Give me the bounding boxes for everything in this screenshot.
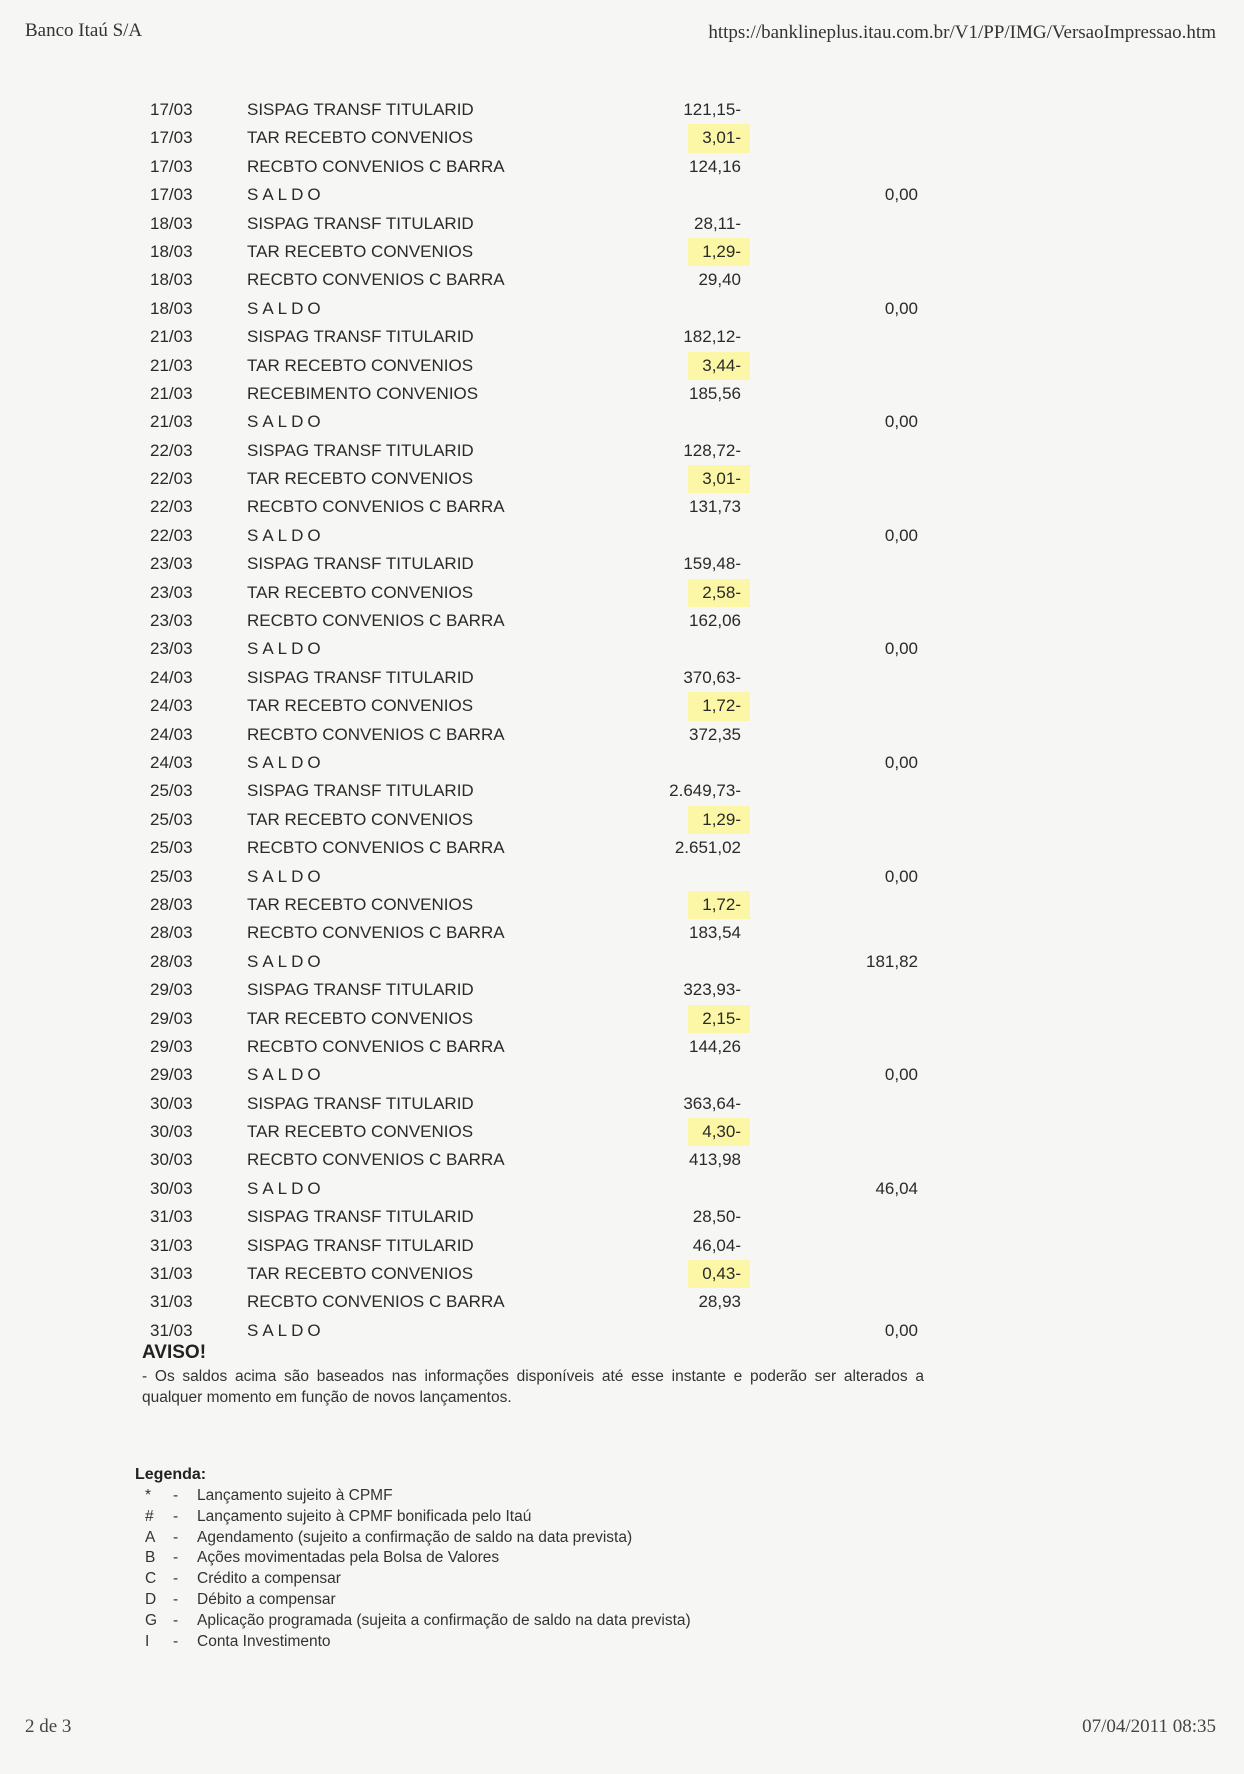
aviso-text: - Os saldos acima são baseados nas informações disponíveis até esse instante e poderão ser alterados a qualquer momento em função de novos lançamentos. (142, 1368, 924, 1406)
legend-item (135, 1528, 835, 1549)
page-number: 2 de 3 (25, 1716, 72, 1737)
legend-text: Conta Investimento (197, 1632, 331, 1650)
row-description: SISPAG TRANSF TITULARID (247, 100, 474, 119)
legend-separator: - (173, 1590, 179, 1608)
table-row (0, 181, 1244, 209)
legend-symbol: B (145, 1549, 156, 1567)
row-value: 413,98 (689, 1150, 741, 1170)
row-date: 23/03 (150, 554, 193, 574)
row-value: 144,26 (689, 1036, 741, 1056)
row-value: 2.649,73- (669, 781, 741, 801)
row-description: TAR RECEBTO CONVENIOS (247, 128, 474, 148)
row-value: 4,30- (688, 1118, 750, 1146)
legend-list (135, 1486, 835, 1652)
row-value: 46,04- (692, 1235, 741, 1255)
table-row (0, 1232, 1244, 1260)
row-description: SALDO (247, 185, 325, 205)
row-date: 18/03 (150, 270, 193, 290)
row-value: 0,43- (688, 1260, 750, 1288)
row-description: TAR RECEBTO CONVENIOS (247, 355, 474, 375)
row-balance: 0,00 (884, 412, 918, 432)
legend-symbol: A (145, 1528, 156, 1546)
row-date: 29/03 (150, 1065, 193, 1085)
row-balance: 0,00 (884, 752, 918, 772)
row-balance: 0,00 (884, 639, 918, 659)
legend-symbol: I (145, 1632, 150, 1650)
table-row (0, 692, 1244, 720)
row-value: 1,72- (688, 692, 750, 720)
table-row (0, 408, 1244, 436)
legend-text: Agendamento (sujeito a confirmação de saldo na data prevista) (197, 1528, 633, 1546)
row-description: SISPAG TRANSF TITULARID (247, 554, 474, 574)
legend-separator: - (173, 1528, 179, 1546)
table-row (0, 1061, 1244, 1089)
row-date: 24/03 (150, 667, 193, 687)
row-date: 25/03 (150, 781, 193, 801)
legend-item (135, 1569, 835, 1590)
row-description: TAR RECEBTO CONVENIOS (247, 1264, 474, 1284)
table-row (0, 948, 1244, 976)
row-description: RECBTO CONVENIOS C BARRA (247, 270, 505, 290)
row-value: 159,48- (683, 554, 741, 574)
row-value: 121,15- (683, 100, 741, 119)
aviso-title: AVISO! (142, 1342, 207, 1363)
row-balance: 0,00 (884, 1320, 918, 1340)
print-datetime: 07/04/2011 08:35 (1082, 1716, 1216, 1737)
row-value: 28,93 (698, 1292, 741, 1312)
row-date: 29/03 (150, 1008, 193, 1028)
row-value: 372,35 (689, 724, 741, 744)
table-row (0, 635, 1244, 663)
row-date: 30/03 (150, 1150, 193, 1170)
row-value: 162,06 (689, 611, 741, 631)
legend-separator: - (173, 1549, 179, 1567)
row-description: SISPAG TRANSF TITULARID (247, 1207, 474, 1227)
row-description: TAR RECEBTO CONVENIOS (247, 894, 474, 914)
table-row (0, 380, 1244, 408)
table-row (0, 721, 1244, 749)
legend-text: Crédito a compensar (197, 1570, 341, 1588)
row-date: 23/03 (150, 639, 193, 659)
row-value: 323,93- (683, 980, 741, 1000)
row-value: 3,01- (688, 124, 750, 152)
row-date: 17/03 (150, 100, 193, 119)
row-value: 370,63- (683, 667, 741, 687)
table-row (0, 1090, 1244, 1118)
table-row (0, 1005, 1244, 1033)
row-description: RECBTO CONVENIOS C BARRA (247, 1150, 505, 1170)
legend-symbol: G (145, 1611, 158, 1629)
row-date: 17/03 (150, 128, 193, 148)
legend-item (135, 1548, 835, 1569)
table-row (0, 891, 1244, 919)
row-description: RECEBIMENTO CONVENIOS (247, 383, 479, 403)
row-balance: 0,00 (884, 298, 918, 318)
row-description: SISPAG TRANSF TITULARID (247, 781, 474, 801)
row-date: 25/03 (150, 838, 193, 858)
legend-text: Lançamento sujeito à CPMF bonificada pelo Itaú (197, 1507, 532, 1525)
row-balance: 0,00 (884, 185, 918, 205)
table-row (0, 323, 1244, 351)
table-row (0, 777, 1244, 805)
row-balance: 46,04 (875, 1178, 918, 1198)
row-value: 128,72- (683, 440, 741, 460)
legend-text: Débito a compensar (197, 1590, 336, 1608)
row-value: 2.651,02 (674, 838, 741, 858)
row-description: TAR RECEBTO CONVENIOS (247, 809, 474, 829)
row-description: SISPAG TRANSF TITULARID (247, 1235, 474, 1255)
row-date: 18/03 (150, 241, 193, 261)
table-row (0, 1118, 1244, 1146)
row-date: 21/03 (150, 383, 193, 403)
table-row (0, 266, 1244, 294)
row-description: SISPAG TRANSF TITULARID (247, 327, 474, 347)
row-value: 28,50- (692, 1207, 741, 1227)
row-date: 30/03 (150, 1178, 193, 1198)
table-row (0, 352, 1244, 380)
row-date: 31/03 (150, 1264, 193, 1284)
statement-table (0, 96, 1244, 1345)
legend-separator: - (173, 1487, 179, 1504)
row-date: 24/03 (150, 724, 193, 744)
row-date: 24/03 (150, 696, 193, 716)
row-description: SALDO (247, 639, 325, 659)
table-row (0, 664, 1244, 692)
row-description: RECBTO CONVENIOS C BARRA (247, 923, 505, 943)
table-row (0, 976, 1244, 1004)
row-date: 23/03 (150, 611, 193, 631)
row-value: 183,54 (689, 923, 741, 943)
legend-item (135, 1507, 835, 1528)
table-row (0, 550, 1244, 578)
table-row (0, 863, 1244, 891)
row-date: 18/03 (150, 213, 193, 233)
row-date: 29/03 (150, 980, 193, 1000)
row-value: 3,44- (688, 352, 750, 380)
row-description: SALDO (247, 298, 325, 318)
row-date: 31/03 (150, 1235, 193, 1255)
row-balance: 181,82 (866, 951, 918, 971)
legend-symbol: D (145, 1590, 157, 1608)
legend-item (135, 1611, 835, 1632)
row-balance: 0,00 (884, 866, 918, 886)
row-description: RECBTO CONVENIOS C BARRA (247, 724, 505, 744)
row-value: 185,56 (689, 383, 741, 403)
row-description: SALDO (247, 1320, 325, 1340)
row-date: 21/03 (150, 355, 193, 375)
legend-separator: - (173, 1632, 179, 1650)
row-description: TAR RECEBTO CONVENIOS (247, 469, 474, 489)
row-description: SALDO (247, 525, 325, 545)
row-value: 28,11- (694, 213, 741, 233)
row-date: 21/03 (150, 412, 193, 432)
table-row (0, 1317, 1244, 1345)
table-row (0, 465, 1244, 493)
table-row (0, 607, 1244, 635)
row-date: 17/03 (150, 185, 193, 205)
row-value: 363,64- (683, 1093, 741, 1113)
row-date: 22/03 (150, 469, 193, 489)
table-row (0, 806, 1244, 834)
row-description: RECBTO CONVENIOS C BARRA (247, 497, 505, 517)
page-url: https://banklineplus.itau.com.br/V1/PP/IMG/VersaoImpressao.htm (708, 22, 1216, 43)
row-description: TAR RECEBTO CONVENIOS (247, 1122, 474, 1142)
row-description: RECBTO CONVENIOS C BARRA (247, 611, 505, 631)
row-balance: 0,00 (884, 1065, 918, 1085)
table-row (0, 493, 1244, 521)
row-date: 30/03 (150, 1122, 193, 1142)
row-date: 28/03 (150, 951, 193, 971)
legend-item (135, 1486, 835, 1507)
row-description: RECBTO CONVENIOS C BARRA (247, 838, 505, 858)
legend-item (135, 1590, 835, 1611)
row-date: 28/03 (150, 894, 193, 914)
table-row (0, 96, 1244, 124)
row-description: TAR RECEBTO CONVENIOS (247, 1008, 474, 1028)
row-date: 21/03 (150, 327, 193, 347)
table-row (0, 834, 1244, 862)
row-description: SISPAG TRANSF TITULARID (247, 667, 474, 687)
row-date: 25/03 (150, 809, 193, 829)
row-value: 131,73 (689, 497, 741, 517)
row-date: 31/03 (150, 1292, 193, 1312)
row-description: SISPAG TRANSF TITULARID (247, 1093, 474, 1113)
row-value: 29,40 (698, 270, 741, 290)
row-description: SALDO (247, 951, 325, 971)
row-description: RECBTO CONVENIOS C BARRA (247, 1036, 505, 1056)
legend-text: Lançamento sujeito à CPMF (197, 1487, 393, 1504)
table-row (0, 749, 1244, 777)
row-date: 23/03 (150, 582, 193, 602)
row-value: 1,29- (688, 806, 750, 834)
row-date: 22/03 (150, 525, 193, 545)
table-row (0, 210, 1244, 238)
row-description: SALDO (247, 412, 325, 432)
table-row (0, 522, 1244, 550)
row-description: SALDO (247, 752, 325, 772)
table-row (0, 295, 1244, 323)
table-row (0, 238, 1244, 266)
row-date: 31/03 (150, 1207, 193, 1227)
row-date: 28/03 (150, 923, 193, 943)
table-row (0, 153, 1244, 181)
table-row (0, 1203, 1244, 1231)
table-row (0, 1175, 1244, 1203)
bank-name: Banco Itaú S/A (25, 20, 143, 41)
legend-symbol: # (145, 1507, 154, 1525)
row-description: TAR RECEBTO CONVENIOS (247, 241, 474, 261)
row-description: RECBTO CONVENIOS C BARRA (247, 1292, 505, 1312)
row-date: 24/03 (150, 752, 193, 772)
legend-separator: - (173, 1611, 179, 1629)
row-description: SISPAG TRANSF TITULARID (247, 980, 474, 1000)
legend-separator: - (173, 1570, 179, 1588)
row-date: 30/03 (150, 1093, 193, 1113)
legend-title: Legenda: (135, 1466, 207, 1483)
legend-separator: - (173, 1507, 179, 1525)
row-date: 31/03 (150, 1320, 193, 1340)
row-description: SISPAG TRANSF TITULARID (247, 440, 474, 460)
row-date: 18/03 (150, 298, 193, 318)
row-value: 1,72- (688, 891, 750, 919)
table-row (0, 437, 1244, 465)
row-description: RECBTO CONVENIOS C BARRA (247, 156, 505, 176)
table-row (0, 1146, 1244, 1174)
row-value: 124,16 (689, 156, 741, 176)
row-description: TAR RECEBTO CONVENIOS (247, 582, 474, 602)
table-row (0, 1033, 1244, 1061)
table-row (0, 1288, 1244, 1316)
row-description: SALDO (247, 1178, 325, 1198)
row-value: 2,58- (688, 579, 750, 607)
legend-text: Aplicação programada (sujeita a confirmação de saldo na data prevista) (197, 1611, 691, 1629)
row-value: 3,01- (688, 465, 750, 493)
table-row (0, 919, 1244, 947)
row-description: SALDO (247, 866, 325, 886)
row-date: 25/03 (150, 866, 193, 886)
row-value: 1,29- (688, 238, 750, 266)
row-balance: 0,00 (884, 525, 918, 545)
legend-symbol: C (145, 1570, 157, 1588)
row-date: 22/03 (150, 497, 193, 517)
row-value: 2,15- (688, 1005, 750, 1033)
legend-item (135, 1632, 835, 1653)
legend-symbol: * (145, 1487, 152, 1504)
legend-text: Ações movimentadas pela Bolsa de Valores (197, 1549, 500, 1567)
row-description: SISPAG TRANSF TITULARID (247, 213, 474, 233)
row-description: SALDO (247, 1065, 325, 1085)
row-date: 29/03 (150, 1036, 193, 1056)
row-date: 17/03 (150, 156, 193, 176)
row-description: TAR RECEBTO CONVENIOS (247, 696, 474, 716)
row-date: 22/03 (150, 440, 193, 460)
table-row (0, 1260, 1244, 1288)
table-row (0, 124, 1244, 152)
table-row (0, 579, 1244, 607)
row-value: 182,12- (683, 327, 741, 347)
